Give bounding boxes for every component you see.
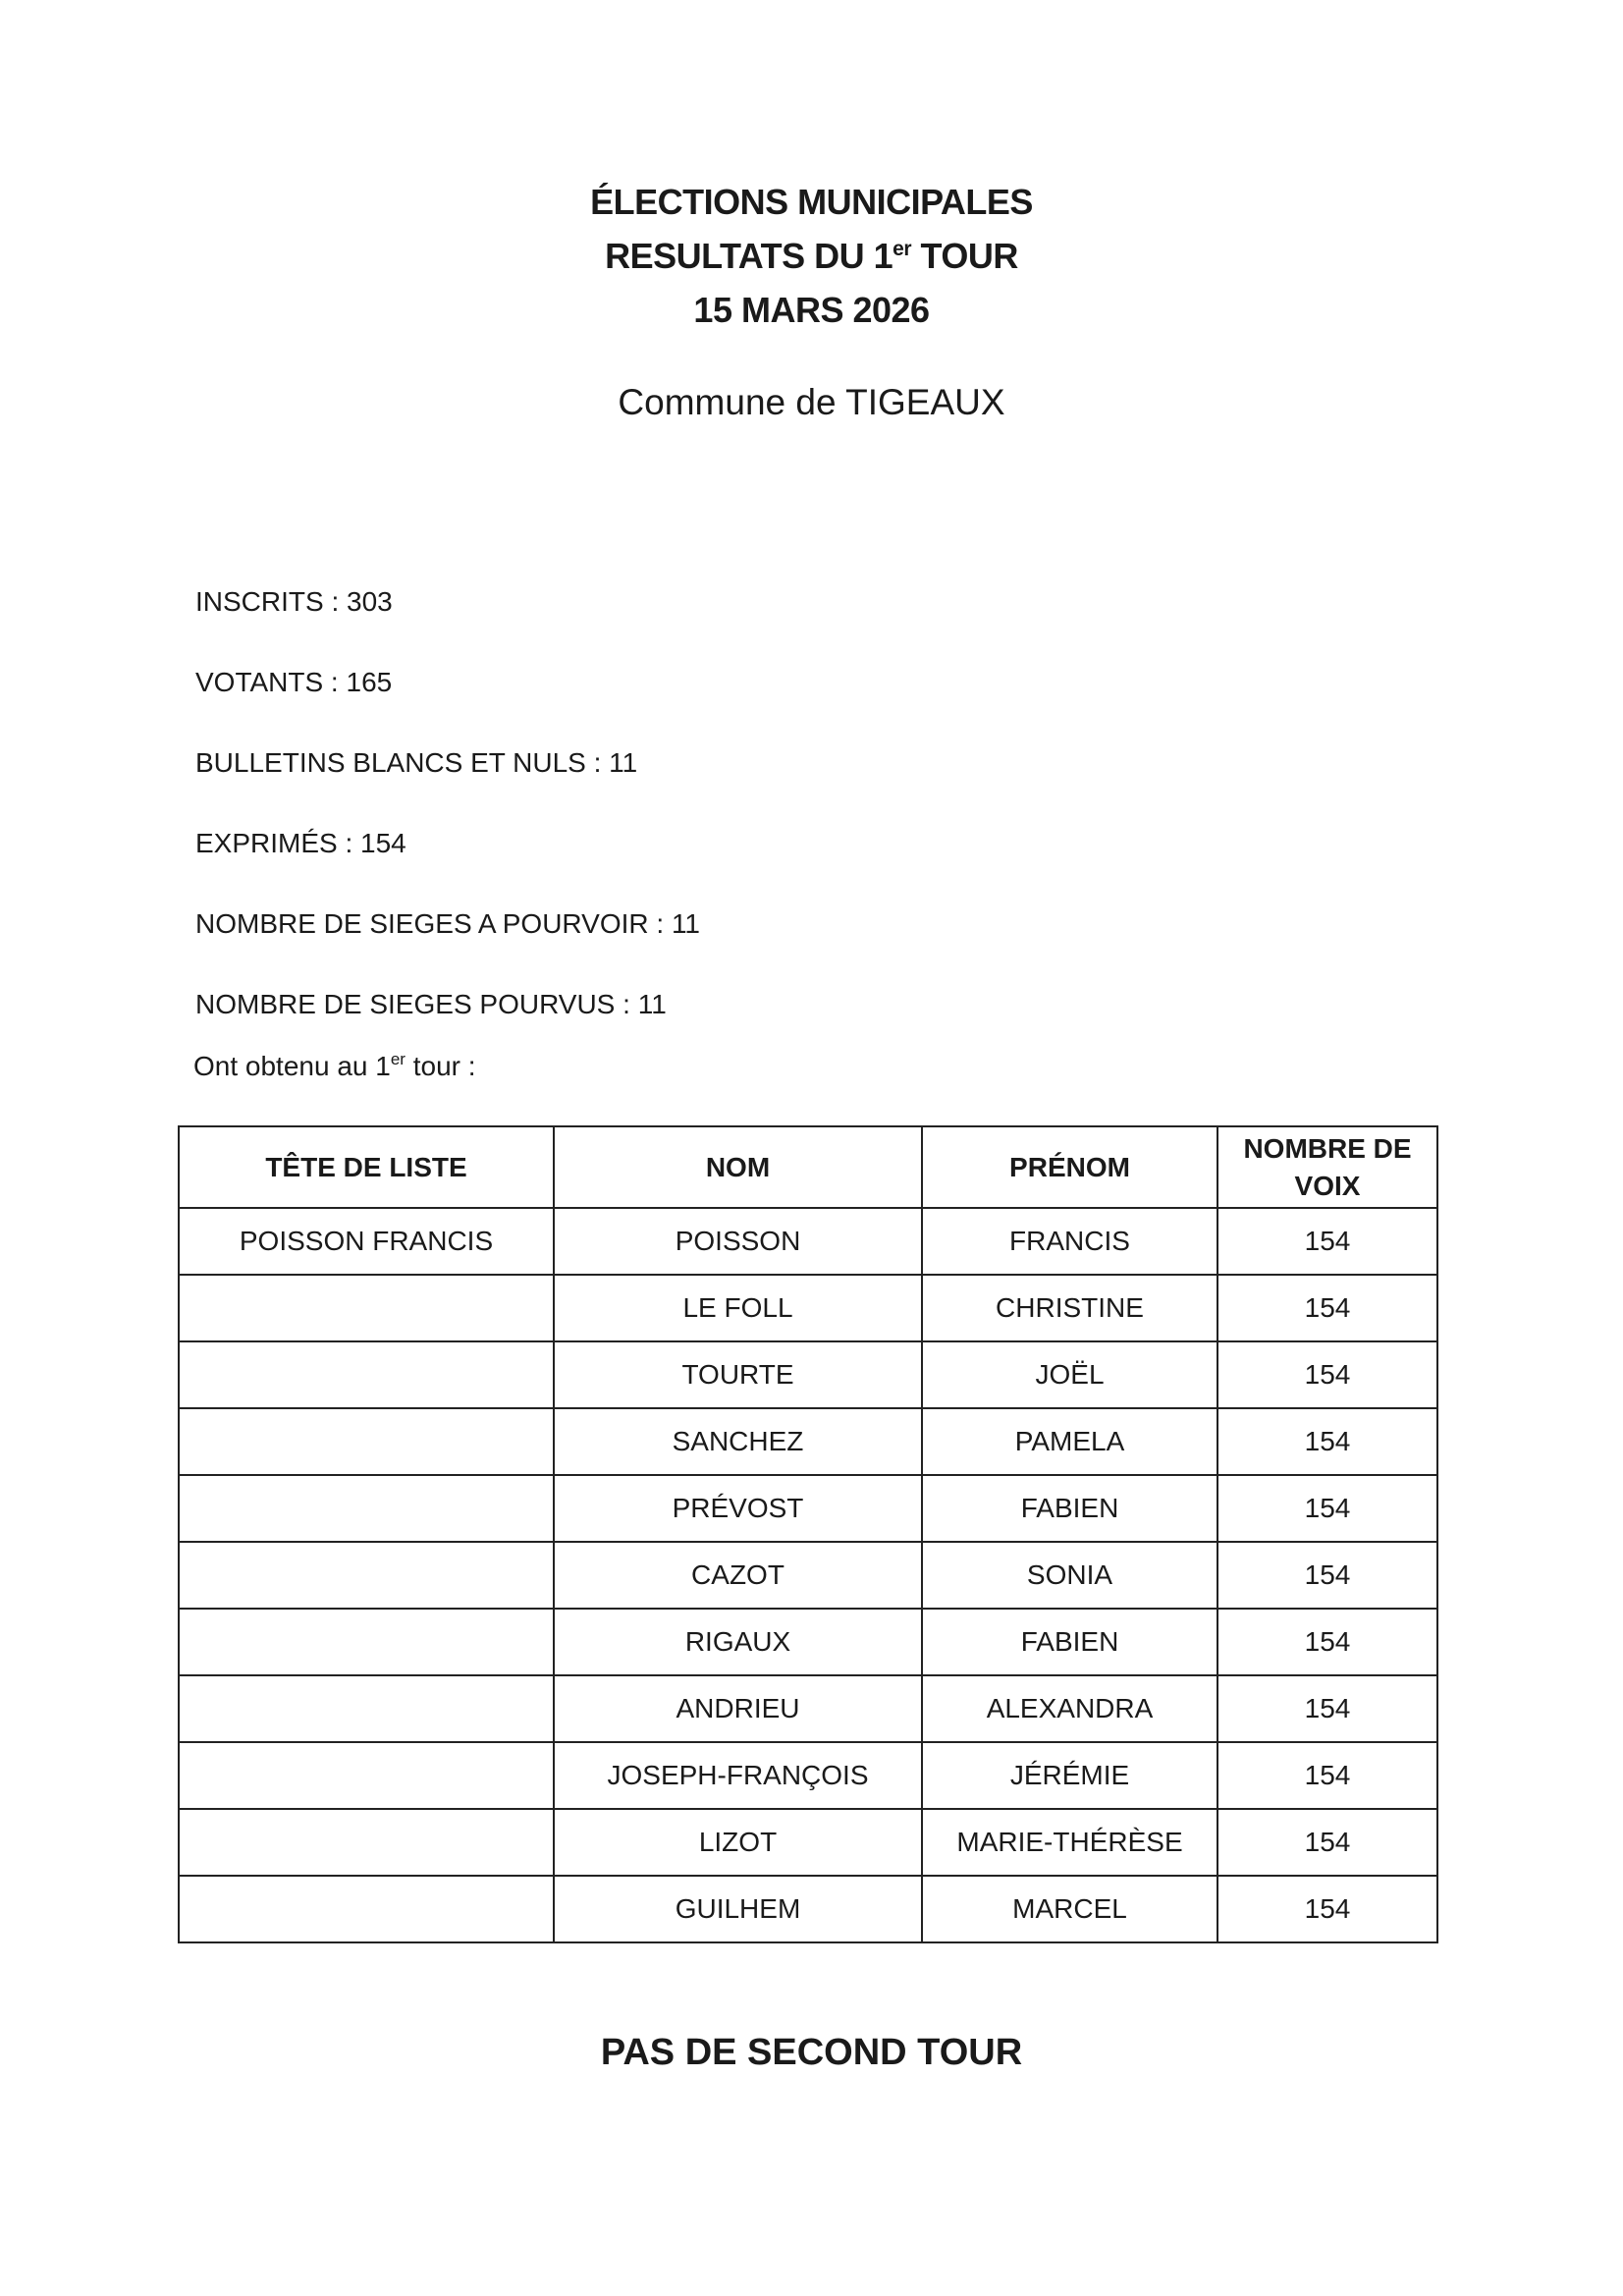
- title-resultats: [0, 229, 1623, 283]
- results-table: [178, 1125, 1438, 1943]
- cell-voix: 154: [1217, 1675, 1437, 1742]
- cell-prenom: FRANCIS: [922, 1208, 1217, 1275]
- table-row: [179, 1275, 1437, 1341]
- table-row: [179, 1809, 1437, 1876]
- cell-tete: [179, 1675, 554, 1742]
- cell-nom: LIZOT: [554, 1809, 922, 1876]
- cell-tete: [179, 1742, 554, 1809]
- cell-voix: 154: [1217, 1609, 1437, 1675]
- cell-voix: 154: [1217, 1809, 1437, 1876]
- cell-voix: 154: [1217, 1408, 1437, 1475]
- table-row: [179, 1341, 1437, 1408]
- stat-inscrits: INSCRITS : 303: [195, 586, 393, 617]
- cell-prenom: SONIA: [922, 1542, 1217, 1609]
- cell-voix: 154: [1217, 1275, 1437, 1341]
- title-elections: ÉLECTIONS MUNICIPALES: [590, 182, 1033, 222]
- obtenu-label: [193, 1047, 476, 1086]
- cell-tete: [179, 1609, 554, 1675]
- cell-tete: [179, 1341, 554, 1408]
- cell-voix: 154: [1217, 1876, 1437, 1942]
- table-header-row: [179, 1126, 1437, 1208]
- cell-prenom: ALEXANDRA: [922, 1675, 1217, 1742]
- table-row: [179, 1475, 1437, 1542]
- header-voix-line2: VOIX: [1294, 1170, 1361, 1201]
- cell-voix: 154: [1217, 1475, 1437, 1542]
- header-nombre-de-voix: [1217, 1126, 1437, 1208]
- cell-prenom: MARIE-THÉRÈSE: [922, 1809, 1217, 1876]
- cell-nom: PRÉVOST: [554, 1475, 922, 1542]
- cell-prenom: PAMELA: [922, 1408, 1217, 1475]
- stat-blancs-nuls: BULLETINS BLANCS ET NULS : 11: [195, 747, 638, 778]
- cell-nom: TOURTE: [554, 1341, 922, 1408]
- cell-voix: 154: [1217, 1742, 1437, 1809]
- cell-tete: POISSON FRANCIS: [179, 1208, 554, 1275]
- cell-nom: LE FOLL: [554, 1275, 922, 1341]
- pas-de-second-tour: PAS DE SECOND TOUR: [600, 2032, 1023, 2073]
- stat-sieges-pourvus: NOMBRE DE SIEGES POURVUS : 11: [195, 989, 667, 1019]
- title-resultats-sup: er: [893, 238, 912, 260]
- cell-prenom: FABIEN: [922, 1475, 1217, 1542]
- title-resultats-prefix: RESULTATS DU 1: [605, 236, 893, 276]
- obtenu-suffix: tour :: [405, 1051, 476, 1081]
- table-row: [179, 1408, 1437, 1475]
- header-voix-line1: NOMBRE DE: [1243, 1132, 1412, 1164]
- header-tete-de-liste: TÊTE DE LISTE: [179, 1126, 554, 1208]
- cell-prenom: MARCEL: [922, 1876, 1217, 1942]
- commune-name: Commune de TIGEAUX: [618, 382, 1005, 422]
- document-header: [0, 175, 1623, 337]
- cell-voix: 154: [1217, 1542, 1437, 1609]
- table-row: [179, 1609, 1437, 1675]
- cell-nom: RIGAUX: [554, 1609, 922, 1675]
- cell-tete: [179, 1542, 554, 1609]
- table-row: [179, 1208, 1437, 1275]
- cell-prenom: JOËL: [922, 1341, 1217, 1408]
- stats-list: [195, 562, 700, 1045]
- table-row: [179, 1675, 1437, 1742]
- table-row: [179, 1742, 1437, 1809]
- stat-sieges-a-pourvoir: NOMBRE DE SIEGES A POURVOIR : 11: [195, 908, 701, 939]
- cell-tete: [179, 1275, 554, 1341]
- cell-nom: ANDRIEU: [554, 1675, 922, 1742]
- cell-nom: GUILHEM: [554, 1876, 922, 1942]
- cell-prenom: JÉRÉMIE: [922, 1742, 1217, 1809]
- obtenu-sup: er: [390, 1050, 406, 1068]
- cell-nom: POISSON: [554, 1208, 922, 1275]
- header-prenom: PRÉNOM: [922, 1126, 1217, 1208]
- title-resultats-suffix: TOUR: [911, 236, 1018, 276]
- cell-tete: [179, 1475, 554, 1542]
- cell-voix: 154: [1217, 1341, 1437, 1408]
- cell-prenom: FABIEN: [922, 1609, 1217, 1675]
- table-row: [179, 1876, 1437, 1942]
- obtenu-prefix: Ont obtenu au 1: [193, 1051, 391, 1081]
- table-row: [179, 1542, 1437, 1609]
- cell-nom: CAZOT: [554, 1542, 922, 1609]
- cell-tete: [179, 1876, 554, 1942]
- cell-tete: [179, 1408, 554, 1475]
- cell-nom: JOSEPH-FRANÇOIS: [554, 1742, 922, 1809]
- stat-votants: VOTANTS : 165: [195, 667, 393, 697]
- title-date: 15 MARS 2026: [693, 290, 930, 330]
- cell-nom: SANCHEZ: [554, 1408, 922, 1475]
- cell-tete: [179, 1809, 554, 1876]
- stat-exprimes: EXPRIMÉS : 154: [195, 828, 406, 858]
- cell-prenom: CHRISTINE: [922, 1275, 1217, 1341]
- cell-voix: 154: [1217, 1208, 1437, 1275]
- header-nom: NOM: [554, 1126, 922, 1208]
